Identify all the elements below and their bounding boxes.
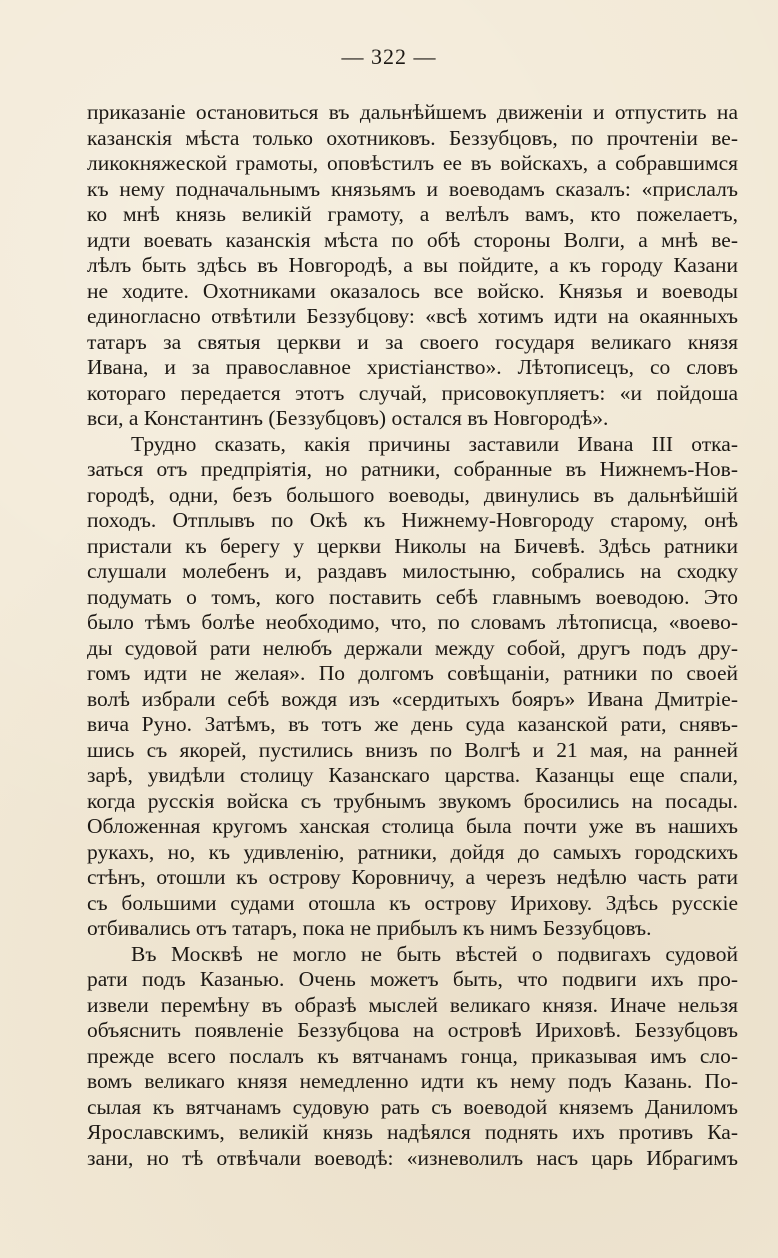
text-line: съ большими судами отошла къ острову Ирихову. Здѣсь русскіе	[87, 890, 738, 915]
text-line: вси, а Константинъ (Беззубцовъ) остался въ Новгородѣ».	[87, 406, 609, 430]
text-line: Ярославскимъ, великій князь надѣялся поднять ихъ противъ Ка-	[87, 1120, 738, 1144]
text-line: сылая къ вятчанамъ судовую рать съ воеводой княземъ Даниломъ	[87, 1094, 738, 1119]
text-line: Въ Москвѣ не могло не быть вѣстей о подвигахъ судовой	[131, 941, 738, 966]
text-line: отбивались отъ татаръ, пока не прибылъ къ нимъ Беззубцовъ.	[87, 916, 652, 940]
text-line: городѣ, одни, безъ большого воеводы, двинулись въ дальнѣйшій	[87, 482, 738, 507]
text-line: зани, но тѣ отвѣчали воеводѣ: «изневолилъ насъ царь Ибрагимъ	[87, 1145, 738, 1170]
text-line: Ивана, и за православное христіанство». Лѣтописецъ, со словъ	[87, 355, 738, 379]
text-line: единогласно отвѣтили Беззубцову: «всѣ хотимъ идти на окаянныхъ	[87, 304, 738, 328]
body-text	[87, 100, 738, 1171]
text-line: гомъ идти не желая». По долгомъ совѣщаніи, ратники по своей	[87, 661, 738, 685]
text-line: когда русскія войска съ трубнымъ звукомъ бросились на посады.	[87, 788, 738, 813]
text-line: лѣлъ быть здѣсь въ Новгородѣ, а вы пойдите, а къ городу Казани	[87, 253, 738, 277]
text-line: походъ. Отплывъ по Окѣ къ Нижнему-Новгороду старому, онѣ	[87, 508, 738, 532]
text-line: Трудно сказать, какія причины заставили Ивана III отка-	[131, 431, 738, 456]
text-line: ликокняжеской грамоты, оповѣстилъ ее въ войскахъ, а собравшимся	[87, 151, 738, 175]
text-line: котораго передается этотъ случай, присовокупляетъ: «и пойдоша	[87, 380, 738, 405]
text-line: шись съ якорей, пустились внизъ по Волгѣ и 21 мая, на ранней	[87, 737, 738, 762]
text-line: ко мнѣ князь великій грамоту, а велѣлъ вамъ, кто пожелаетъ,	[87, 202, 738, 226]
text-line: къ нему подначальнымъ князьямъ и воеводамъ сказалъ: «прислалъ	[87, 176, 738, 201]
text-line: зарѣ, увидѣли столицу Казанскаго царства. Казанцы еще спали,	[87, 763, 738, 787]
text-line: волѣ избрали себѣ вождя изъ «сердитыхъ бояръ» Ивана Дмитріе-	[87, 686, 738, 711]
text-line: стѣнъ, отошли къ острову Коровничу, а черезъ недѣлю часть рати	[87, 865, 738, 889]
text-line: Обложенная кругомъ ханская столица была почти уже въ нашихъ	[87, 814, 738, 838]
text-line: рукахъ, но, къ удивленію, ратники, дойдя до самыхъ городскихъ	[87, 839, 738, 864]
text-line: было тѣмъ болѣе необходимо, что, по словамъ лѣтописца, «воево-	[87, 610, 738, 634]
text-line: не ходите. Охотниками оказалось все войско. Князья и воеводы	[87, 278, 738, 303]
text-line: извели перемѣну въ образѣ мыслей великаго князя. Иначе нельзя	[87, 992, 738, 1017]
text-line: прежде всего послалъ къ вятчанамъ гонца, приказывая имъ сло-	[87, 1043, 738, 1068]
text-line: подумать о томъ, кого поставить себѣ главнымъ воеводою. Это	[87, 584, 738, 609]
text-line: татаръ за святыя церкви и за своего государя великаго князя	[87, 329, 738, 354]
text-line: приказаніе остановиться въ дальнѣйшемъ движеніи и отпустить на	[87, 100, 738, 124]
text-line: объяснить появленіе Беззубцова на островѣ Ириховѣ. Беззубцовъ	[87, 1018, 738, 1042]
text-line: слушали молебенъ и, раздавъ милостыню, собрались на сходку	[87, 559, 738, 583]
text-line: идти воевать казанскія мѣста по обѣ стороны Волги, а мнѣ ве-	[87, 227, 738, 252]
text-line: казанскія мѣста только охотниковъ. Беззубцовъ, по прочтеніи ве-	[87, 125, 738, 150]
text-line: рати подъ Казанью. Очень можетъ быть, что подвиги ихъ про-	[87, 967, 738, 991]
text-line: пристали къ берегу у церкви Николы на Бичевѣ. Здѣсь ратники	[87, 533, 738, 558]
text-line: вомъ великаго князя немедленно идти къ нему подъ Казань. По-	[87, 1069, 738, 1093]
text-line: вича Руно. Затѣмъ, въ тотъ же день суда казанской рати, снявъ-	[87, 712, 738, 736]
text-line: заться отъ предпріятія, но ратники, собранные въ Нижнемъ-Нов-	[87, 457, 738, 481]
page-number: — 322 —	[341, 44, 437, 69]
text-line: ды судовой рати нелюбъ держали между собой, другъ подъ дру-	[87, 635, 738, 660]
